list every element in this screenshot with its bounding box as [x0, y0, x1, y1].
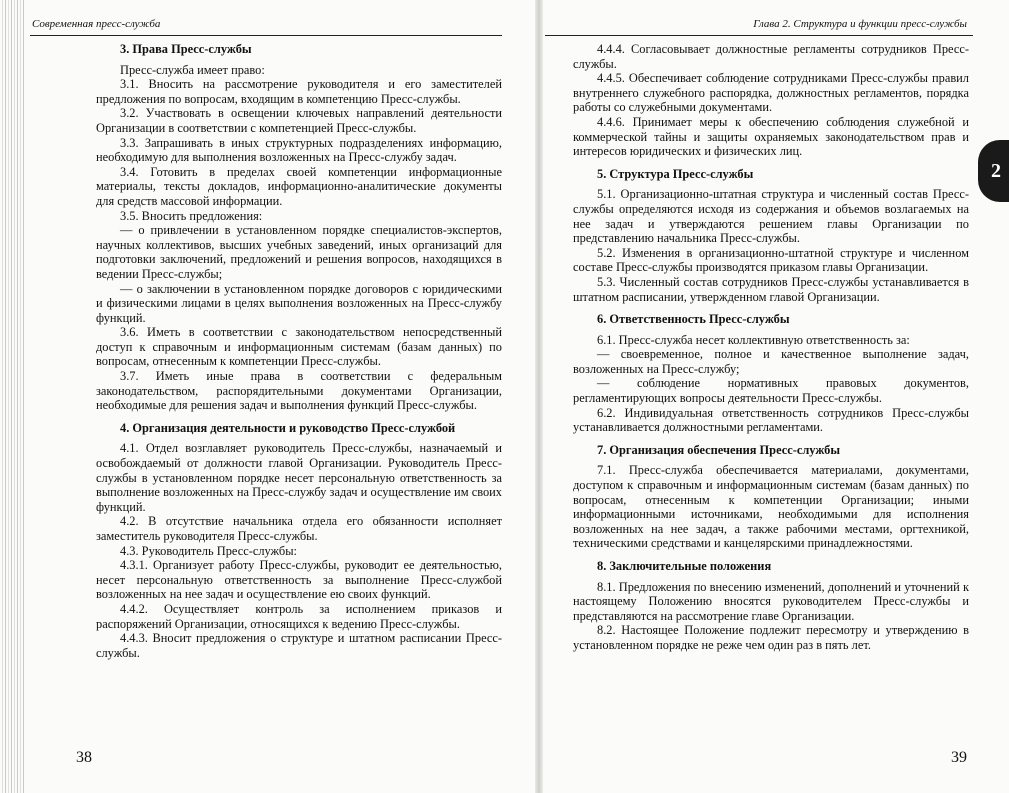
- paragraph: 3.7. Иметь иные права в соответствии с федеральным законодательством, распорядительными документами Организации, необходимые для решения задач и выполнения функций Пресс-службы.: [96, 369, 502, 413]
- paragraph: 4.4.5. Обеспечивает соблюдение сотрудниками Пресс-службы правил внутреннего служебного распорядка, должностных регламентов, порядка работы со служебными документами.: [573, 71, 969, 115]
- paragraph: — соблюдение нормативных правовых документов, регламентирующих вопросы деятельности Пресс-службы.: [573, 376, 969, 406]
- paragraph: Пресс-служба имеет право:: [120, 62, 265, 77]
- paragraph: 8.2. Настоящее Положение подлежит пересмотру и утверждению в установленном порядке не реже чем один раз в пять лет.: [573, 623, 969, 652]
- paragraph: 3.3. Запрашивать в иных структурных подразделениях информацию, необходимую для выполнения возложенных на Пресс-службу задач.: [96, 135, 502, 165]
- running-header-left: Современная пресс-служба: [32, 18, 161, 30]
- left-page-text: [96, 42, 502, 660]
- paragraph: 5.2. Изменения в организационно-штатной структуре и численном составе Пресс-службы производятся приказом главы Организации.: [573, 245, 969, 275]
- paragraph: 7.1. Пресс-служба обеспечивается материалами, документами, доступом к справочным и информационным системам (базам данных) по вопросам, отнесенным к компетенции Организации; иными информационными источниками, необходимыми для исполнения возложенных на нее задач, а также рабочими местами, оргтехникой, техническими средствами и канцелярскими принадлежностями.: [573, 463, 969, 551]
- paragraph: 4.4.3. Вносит предложения о структуре и штатном расписании Пресс-службы.: [96, 631, 502, 660]
- paragraph: 4.3.1. Организует работу Пресс-службы, руководит ее деятельностью, несет персональную ответственность за выполнение Пресс-службой возложенных на нее задач и осуществление ею своих функций.: [96, 558, 502, 602]
- page-number-right: 39: [951, 749, 967, 766]
- chapter-thumb-tab: 2: [978, 140, 1009, 202]
- paragraph: 4.4.4. Согласовывает должностные регламенты сотрудников Пресс-службы.: [573, 42, 969, 71]
- paragraph: 8.1. Предложения по внесению изменений, дополнений и уточнений к настоящему Положению вносятся руководителем Пресс-службы и представляются на рассмотрение главе Организации.: [573, 579, 969, 623]
- book-spine: [535, 0, 543, 793]
- right-page-text: [573, 42, 969, 653]
- section-heading: 3. Права Пресс-службы: [120, 42, 252, 56]
- paragraph: 3.5. Вносить предложения:: [120, 208, 263, 223]
- paragraph: 4.4.2. Осуществляет контроль за исполнением приказов и распоряжений Организации, относящихся к ведению Пресс-службы.: [96, 601, 502, 631]
- page-number-left: 38: [76, 749, 92, 766]
- paragraph: 5.3. Численный состав сотрудников Пресс-службы устанавливается в штатном расписании, утвержденном главой Организации.: [573, 274, 969, 304]
- right-page: [545, 0, 973, 793]
- paragraph: 3.2. Участвовать в освещении ключевых направлений деятельности Организации в соответствии с компетенцией Пресс-службы.: [96, 106, 502, 135]
- paragraph: 4.2. В отсутствие начальника отдела его обязанности исполняет заместитель руководителя Пресс-службы.: [96, 514, 502, 543]
- paragraph: — о привлечении в установленном порядке специалистов-экспертов, научных коллективов, высших учебных заведений, иных организаций для подготовки заключений, предложений и решения вопросов, находящихся в ведении Пресс-службы;: [96, 223, 502, 281]
- paragraph: — о заключении в установленном порядке договоров с юридическими и физическими лицами в целях выполнения возложенных на Пресс-службу функций.: [96, 281, 502, 325]
- section-heading: 6. Ответственность Пресс-службы: [597, 312, 790, 327]
- header-rule-left: [30, 35, 502, 36]
- section-heading: 8. Заключительные положения: [597, 559, 772, 573]
- header-rule-right: [545, 35, 973, 36]
- section-heading: 7. Организация обеспечения Пресс-службы: [597, 442, 841, 457]
- paragraph: 6.2. Индивидуальная ответственность сотрудников Пресс-службы устанавливается должностными регламентами.: [573, 405, 969, 435]
- paragraph: 5.1. Организационно-штатная структура и численный состав Пресс-службы определяются исходя из содержания и объемов возлагаемых на нее задач и утверждаются решением главы Организации по представлению начальника Пресс-службы.: [573, 187, 969, 246]
- paragraph: 4.3. Руководитель Пресс-службы:: [120, 543, 298, 558]
- paragraph: 4.1. Отдел возглавляет руководитель Пресс-службы, назначаемый и освобождаемый от должности главой Организации. Руководитель Пресс-службы в установленном порядке несет персональную ответственность за выполнение возложенных на Пресс-службу задач и осуществление им своих функций.: [96, 441, 502, 514]
- paragraph: — своевременное, полное и качественное выполнение задач, возложенных на Пресс-службу;: [573, 347, 969, 376]
- paragraph: 3.6. Иметь в соответствии с законодательством непосредственный доступ к справочным и информационным системам (базам данных) по вопросам, отнесенным к компетенции Пресс-службы.: [96, 325, 502, 369]
- section-heading: 4. Организация деятельности и руководство Пресс-службой: [120, 420, 456, 435]
- page-edges: [0, 0, 26, 793]
- left-page: [30, 0, 530, 793]
- running-header-right: Глава 2. Структура и функции пресс-службы: [753, 18, 967, 30]
- paragraph: 3.4. Готовить в пределах своей компетенции информационные материалы, тексты докладов, информационно-аналитические документы для средств массовой информации.: [96, 164, 502, 208]
- section-heading: 5. Структура Пресс-службы: [597, 166, 754, 181]
- paragraph: 6.1. Пресс-служба несет коллективную ответственность за:: [597, 332, 910, 347]
- paragraph: 4.4.6. Принимает меры к обеспечению соблюдения служебной и коммерческой тайны и защиты охраняемых законодательством прав и интересов юридических и физических лиц.: [573, 114, 969, 159]
- paragraph: 3.1. Вносить на рассмотрение руководителя и его заместителей предложения по вопросам, входящим в компетенцию Пресс-службы.: [96, 77, 502, 106]
